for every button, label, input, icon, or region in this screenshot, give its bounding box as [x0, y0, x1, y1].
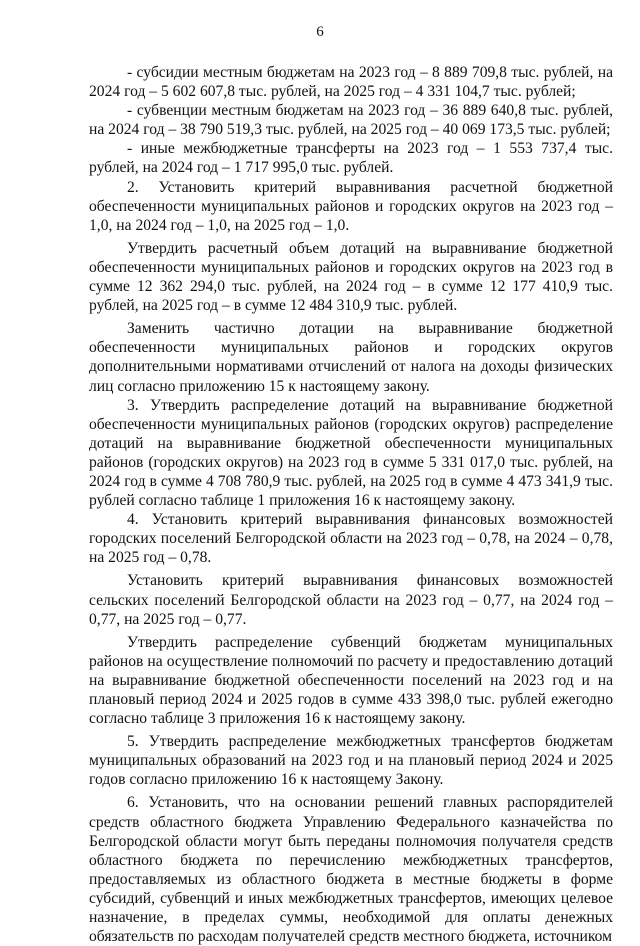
paragraph: 5. Утвердить распределение межбюджетных трансфертов бюджетам муниципальных образований на 2023 год и на плановый период 2024 и 2025 годов согласно приложению 16 к настоящему Закону. [89, 733, 613, 789]
paragraph: 6. Установить, что на основании решений главных распорядителей средств областного бюджета Управлению Федерального казначейства по Белгородской области могут быть переданы полномочия получателя средств областного бюджета по перечислению межбюджетных трансфертов, предоставляемых из областного бюджета в местные бюджеты в форме субсидий, субвенций и иных межбюджетных трансфертов, имеющих целевое назначение, в пределах суммы, необходимой для оплаты денежных обязательств по расходам получателей средств местного бюджета, источником [89, 794, 613, 946]
paragraph: - иные межбюджетные трансферты на 2023 год – 1 553 737,4 тыс. рублей, на 2024 год – 1 717 995,0 тыс. рублей. [89, 140, 613, 177]
paragraph: 4. Установить критерий выравнивания финансовых возможностей городских поселений Белгородской области на 2023 год – 0,78, на 2024 – 0,78, на 2025 год – 0,78. [89, 511, 613, 567]
paragraph: Утвердить расчетный объем дотаций на выравнивание бюджетной обеспеченности муниципальных районов и городских округов на 2023 год в сумме 12 362 294,0 тыс. рублей, на 2024 год – в сумме 12 177 410,9 тыс. рублей, на 2025 год – в сумме 12 484 310,9 тыс. рублей. [89, 239, 613, 315]
paragraph: Установить критерий выравнивания финансовых возможностей сельских поселений Белгородской области на 2023 год – 0,77, на 2024 год – 0,77, на 2025 год – 0,77. [89, 572, 613, 628]
document-body [89, 63, 613, 946]
page-number: 6 [316, 24, 324, 40]
paragraph: Заменить частично дотации на выравнивание бюджетной обеспеченности муниципальных районов и городских округов дополнительными нормативами отчислений от налога на доходы физических лиц согласно приложению 15 к настоящему закону. [89, 320, 613, 395]
paragraph: 2. Установить критерий выравнивания расчетной бюджетной обеспеченности муниципальных районов и городских округов на 2023 год – 1,0, на 2024 год – 1,0, на 2025 год – 1,0. [89, 178, 613, 234]
paragraph: Утвердить распределение субвенций бюджетам муниципальных районов на осуществление полномочий по расчету и предоставлению дотаций на выравнивание бюджетной обеспеченности поселений на 2023 год и на плановый период 2024 и 2025 годов в сумме 433 398,0 тыс. рублей ежегодно согласно таблице 3 приложения 16 к настоящему закону. [89, 633, 613, 728]
paragraph: 3. Утвердить распределение дотаций на выравнивание бюджетной обеспеченности муниципальных районов (городских округов) распределение дотаций на выравнивание бюджетной обеспеченности муниципальных районов (городских округов) на 2023 год в сумме 5 331 017,0 тыс. рублей, на 2024 год в сумме 4 708 780,9 тыс. рублей, на 2025 год в сумме 4 473 341,9 тыс. рублей согласно таблице 1 приложения 16 к настоящему закону. [89, 396, 613, 510]
paragraph: - субвенции местным бюджетам на 2023 год – 36 889 640,8 тыс. рублей, на 2024 год – 38 790 519,3 тыс. рублей, на 2025 год – 40 069 173,5 тыс. рублей; [89, 102, 613, 139]
paragraph: - субсидии местным бюджетам на 2023 год – 8 889 709,8 тыс. рублей, на 2024 год – 5 602 607,8 тыс. рублей, на 2025 год – 4 331 104,7 тыс. рублей; [89, 64, 613, 101]
